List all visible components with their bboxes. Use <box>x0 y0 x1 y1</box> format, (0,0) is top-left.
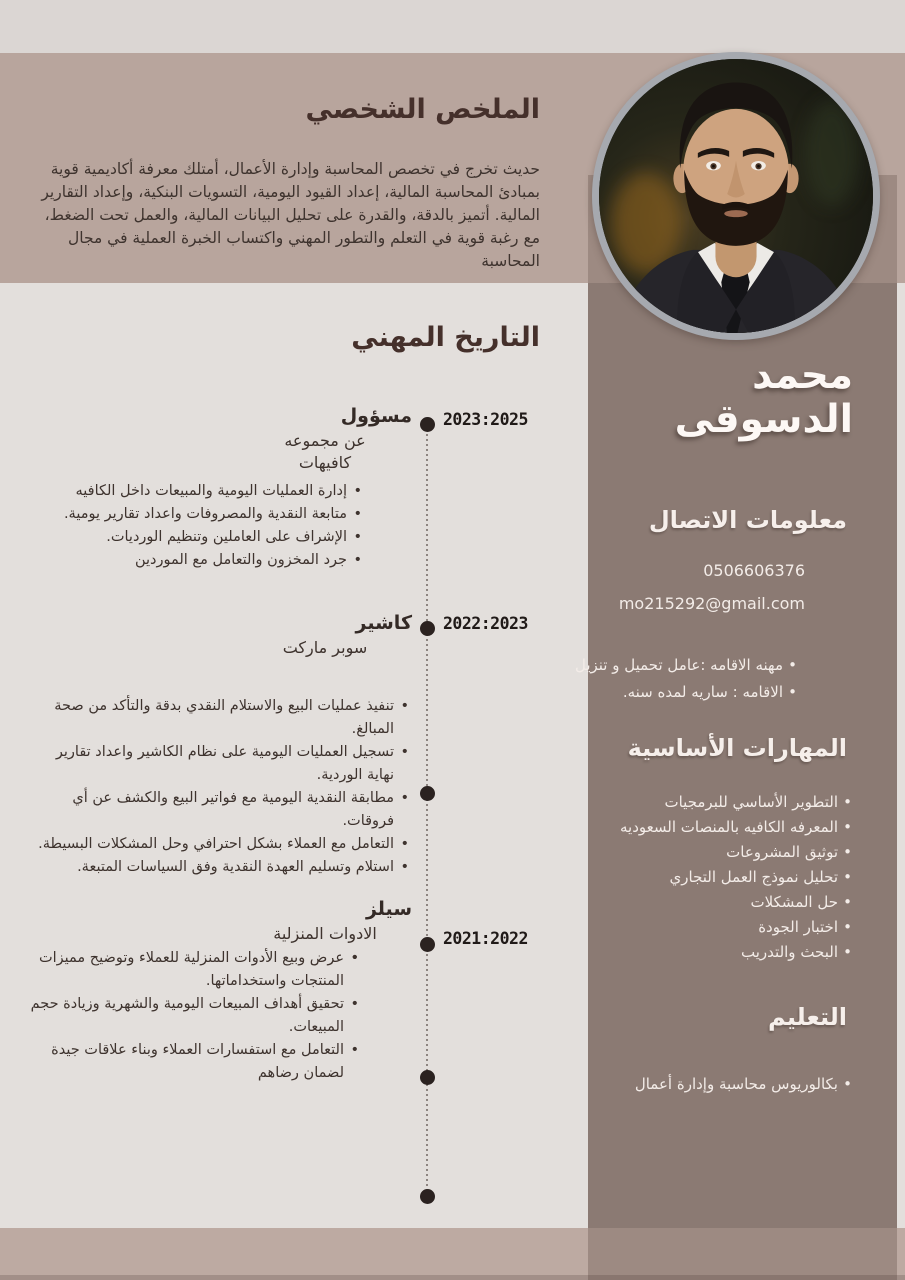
job-duty: • تحقيق أهداف المبيعات اليومية والشهرية وزيادة حجم المبيعات. <box>30 993 359 1039</box>
timeline-dot <box>420 1189 435 1204</box>
page-bottom-edge <box>0 1275 905 1280</box>
job-duty: • الإشراف على العاملين وتنظيم الورديات. <box>30 526 362 549</box>
education-heading: التعليم <box>768 1003 847 1031</box>
summary-paragraph: حديث تخرج في تخصص المحاسبة وإدارة الأعمال، أمتلك معرفة أكاديمية قوية بمبادئ المحاسبة المالية، إعداد القيود اليومية، التسويات البنكية، وإعداد التقارير المالية. أتميز بالدقة، والقدرة على تحليل البيانات المالية، والعمل تحت الضغط، مع رغبة قوية في التعلم والتطور المهني واكتساب الخبرة العملية في مجال المحاسبة <box>41 159 540 270</box>
job-duty-list <box>30 695 409 879</box>
person-name <box>675 354 853 442</box>
date-range: 2021:2022 <box>443 929 528 948</box>
job-organization-line: كافيهات <box>298 453 352 472</box>
skill-item: • توثيق المشروعات <box>620 840 852 865</box>
job-duty: • متابعة النقدية والمصروفات واعداد تقارير يومية. <box>30 503 362 526</box>
skill-item: • حل المشكلات <box>620 890 852 915</box>
job-title: مسؤول <box>340 405 412 427</box>
timeline-dot <box>420 786 435 801</box>
top-band <box>0 0 905 53</box>
job-duty: • إدارة العمليات اليومية والمبيعات داخل الكافيه <box>30 480 362 503</box>
experience-entry <box>30 898 412 1085</box>
date-range: 2023:2025 <box>443 410 528 429</box>
email-address: mo215292@gmail.com <box>618 594 805 613</box>
contact-heading: معلومات الاتصال <box>648 506 847 534</box>
timeline-dot <box>420 937 435 952</box>
skills-list <box>620 790 852 965</box>
job-title: سيلز <box>365 898 412 920</box>
portrait-illustration <box>599 59 873 333</box>
education-item: • بكالوريوس محاسبة وإدارة أعمال <box>635 1072 852 1097</box>
job-organization-line: عن مجموعه <box>284 431 366 450</box>
experience-entry <box>30 405 412 572</box>
skill-item: • البحث والتدريب <box>620 940 852 965</box>
person-name-line1: محمد <box>752 353 853 398</box>
job-duty-list <box>30 480 362 572</box>
job-duty: • تنفيذ عمليات البيع والاستلام النقدي بدقة والتأكد من صحة المبالغ. <box>30 695 409 741</box>
skill-item: • تحليل نموذج العمل التجاري <box>620 865 852 890</box>
job-duty: • استلام وتسليم العهدة النقدية وفق السياسات المتبعة. <box>30 856 409 879</box>
residence-note: • مهنه الاقامه :عامل تحميل و تنزيل <box>575 652 797 679</box>
skill-item: • المعرفه الكافيه بالمنصات السعوديه <box>620 815 852 840</box>
job-duty: • التعامل مع العملاء بشكل احترافي وحل المشكلات البسيطة. <box>30 833 409 856</box>
job-organization <box>240 923 410 945</box>
residence-note: • الاقامه : ساريه لمده سنه. <box>575 679 797 706</box>
skill-item: • التطوير الأساسي للبرمجيات <box>620 790 852 815</box>
job-title: كاشير <box>355 612 412 634</box>
education-list <box>635 1072 852 1097</box>
date-range: 2022:2023 <box>443 614 528 633</box>
job-duty: • جرد المخزون والتعامل مع الموردين <box>30 549 362 572</box>
phone-number: 0506606376 <box>703 561 805 580</box>
job-duty-list <box>30 947 359 1085</box>
history-heading: التاريخ المهني <box>351 322 540 353</box>
experience-entry <box>30 612 412 879</box>
timeline-dot <box>420 621 435 636</box>
job-organization <box>240 430 410 474</box>
job-organization <box>240 637 410 659</box>
job-organization-line: سوبر ماركت <box>282 638 368 657</box>
person-name-line2: الدسوقى <box>674 397 853 442</box>
timeline-dot <box>420 417 435 432</box>
job-duty: • عرض وبيع الأدوات المنزلية للعملاء وتوضيح مميزات المنتجات واستخداماتها. <box>30 947 359 993</box>
summary-heading: الملخص الشخصي <box>305 94 540 125</box>
timeline-dot <box>420 1070 435 1085</box>
skills-heading: المهارات الأساسية <box>627 734 847 762</box>
profile-photo <box>592 52 880 340</box>
job-duty: • تسجيل العمليات اليومية على نظام الكاشير واعداد تقارير نهاية الوردية. <box>30 741 409 787</box>
residence-notes-list <box>575 652 797 706</box>
job-duty: • التعامل مع استفسارات العملاء وبناء علاقات جيدة لضمان رضاهم <box>30 1039 359 1085</box>
skill-item: • اختبار الجودة <box>620 915 852 940</box>
job-duty: • مطابقة النقدية اليومية مع فواتير البيع والكشف عن أي فروقات. <box>30 787 409 833</box>
job-organization-line: الادوات المنزلية <box>273 924 377 943</box>
